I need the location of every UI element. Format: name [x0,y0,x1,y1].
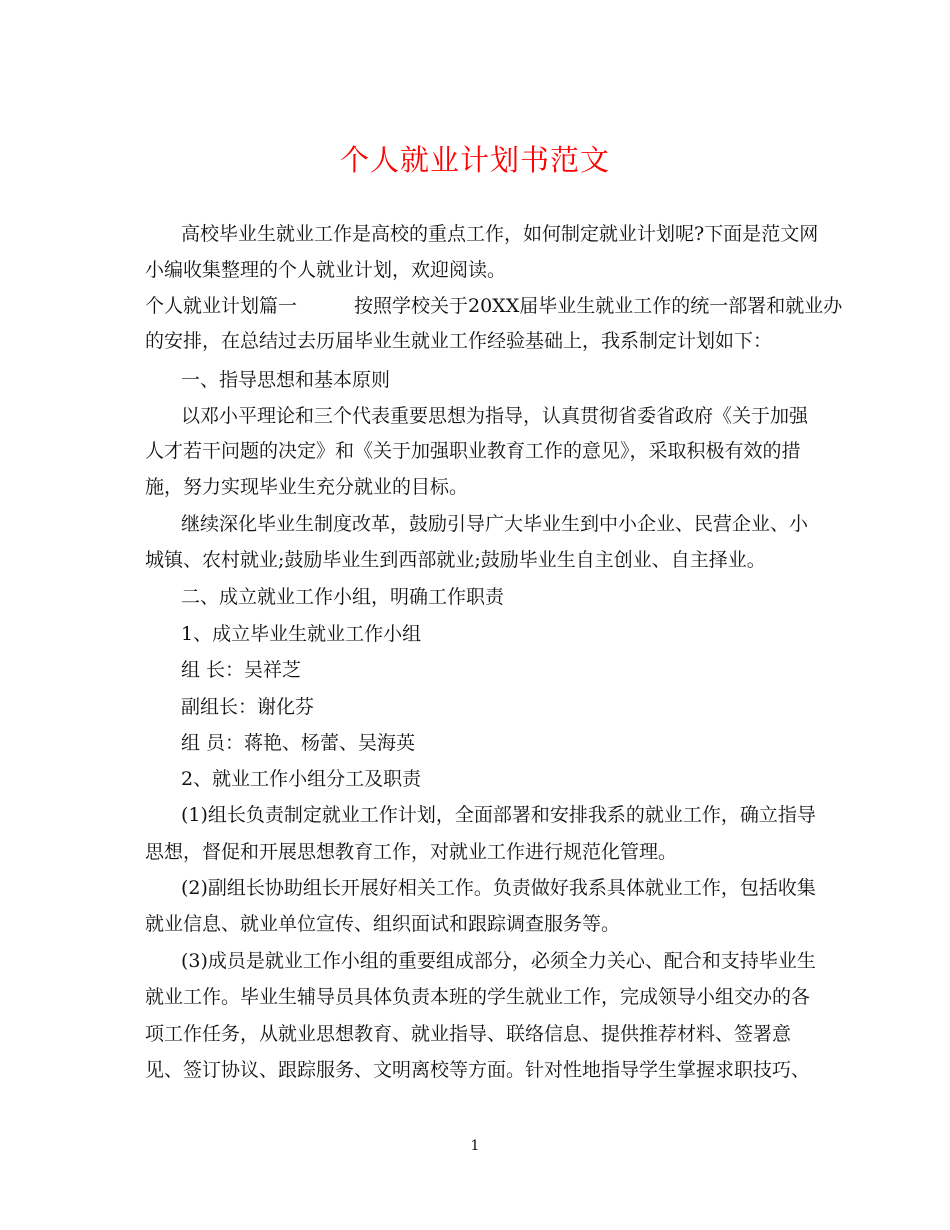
paragraph-line: 组 员：蒋艳、杨蕾、吴海英 [181,732,416,754]
paragraph-line: 就业工作。毕业生辅导员具体负责本班的学生就业工作，完成领导小组交办的各 [145,986,811,1008]
paragraph-line: 1、成立毕业生就业工作小组 [181,623,422,645]
paragraph-line: 人才若干问题的决定》和《关于加强职业教育工作的意见》，采取积极有效的措 [145,440,801,462]
paragraph-line: 小编收集整理的个人就业计划，欢迎阅读。 [145,259,507,281]
paragraph-line: 副组长：谢化芬 [181,696,315,718]
paragraph-line: 项工作任务，从就业思想教育、就业指导、联络信息、提供推荐材料、签署意 [145,1023,792,1045]
paragraph-line: 的安排，在总结过去历届毕业生就业工作经验基础上，我系制定计划如下： [145,330,773,352]
section-heading: 二、成立就业工作小组，明确工作职责 [181,586,505,608]
paragraph-line: (1)组长负责制定就业工作计划，全面部署和安排我系的就业工作，确立指导 [181,804,816,826]
paragraph-line: 见、签订协议、跟踪服务、文明离校等方面。针对性地指导学生掌握求职技巧、 [145,1059,811,1081]
paragraph-line: 以邓小平理论和三个代表重要思想为指导，认真贯彻省委省政府《关于加强 [181,405,809,427]
page-title: 个人就业计划书范文 [339,143,610,177]
paragraph-line: (2)副组长协助组长开展好相关工作。负责做好我系具体就业工作，包括收集 [181,877,816,899]
paragraph-line: 思想，督促和开展思想教育工作，对就业工作进行规范化管理。 [145,841,678,863]
paragraph-line: 城镇、农村就业;鼓励毕业生到西部就业;鼓励毕业生自主创业、自主择业。 [145,549,766,571]
paragraph-line: (3)成员是就业工作小组的重要组成部分，必须全力关心、配合和支持毕业生 [181,950,816,972]
paragraph-line: 2、就业工作小组分工及职责 [181,768,422,790]
paragraph-line: 组 长：吴祥芝 [181,659,302,681]
paragraph-line: 个人就业计划篇一 按照学校关于20XX届毕业生就业工作的统一部署和就业办 [145,295,843,317]
paragraph-line: 就业信息、就业单位宣传、组织面试和跟踪调查服务等。 [145,913,621,935]
paragraph-line: 施，努力实现毕业生充分就业的目标。 [145,476,469,498]
paragraph-line: 高校毕业生就业工作是高校的重点工作，如何制定就业计划呢?下面是范文网 [181,223,819,245]
paragraph-line: 继续深化毕业生制度改革，鼓励引导广大毕业生到中小企业、民营企业、小 [181,513,809,535]
page-number: 1 [470,1138,480,1154]
section-heading: 一、指导思想和基本原则 [181,369,391,391]
